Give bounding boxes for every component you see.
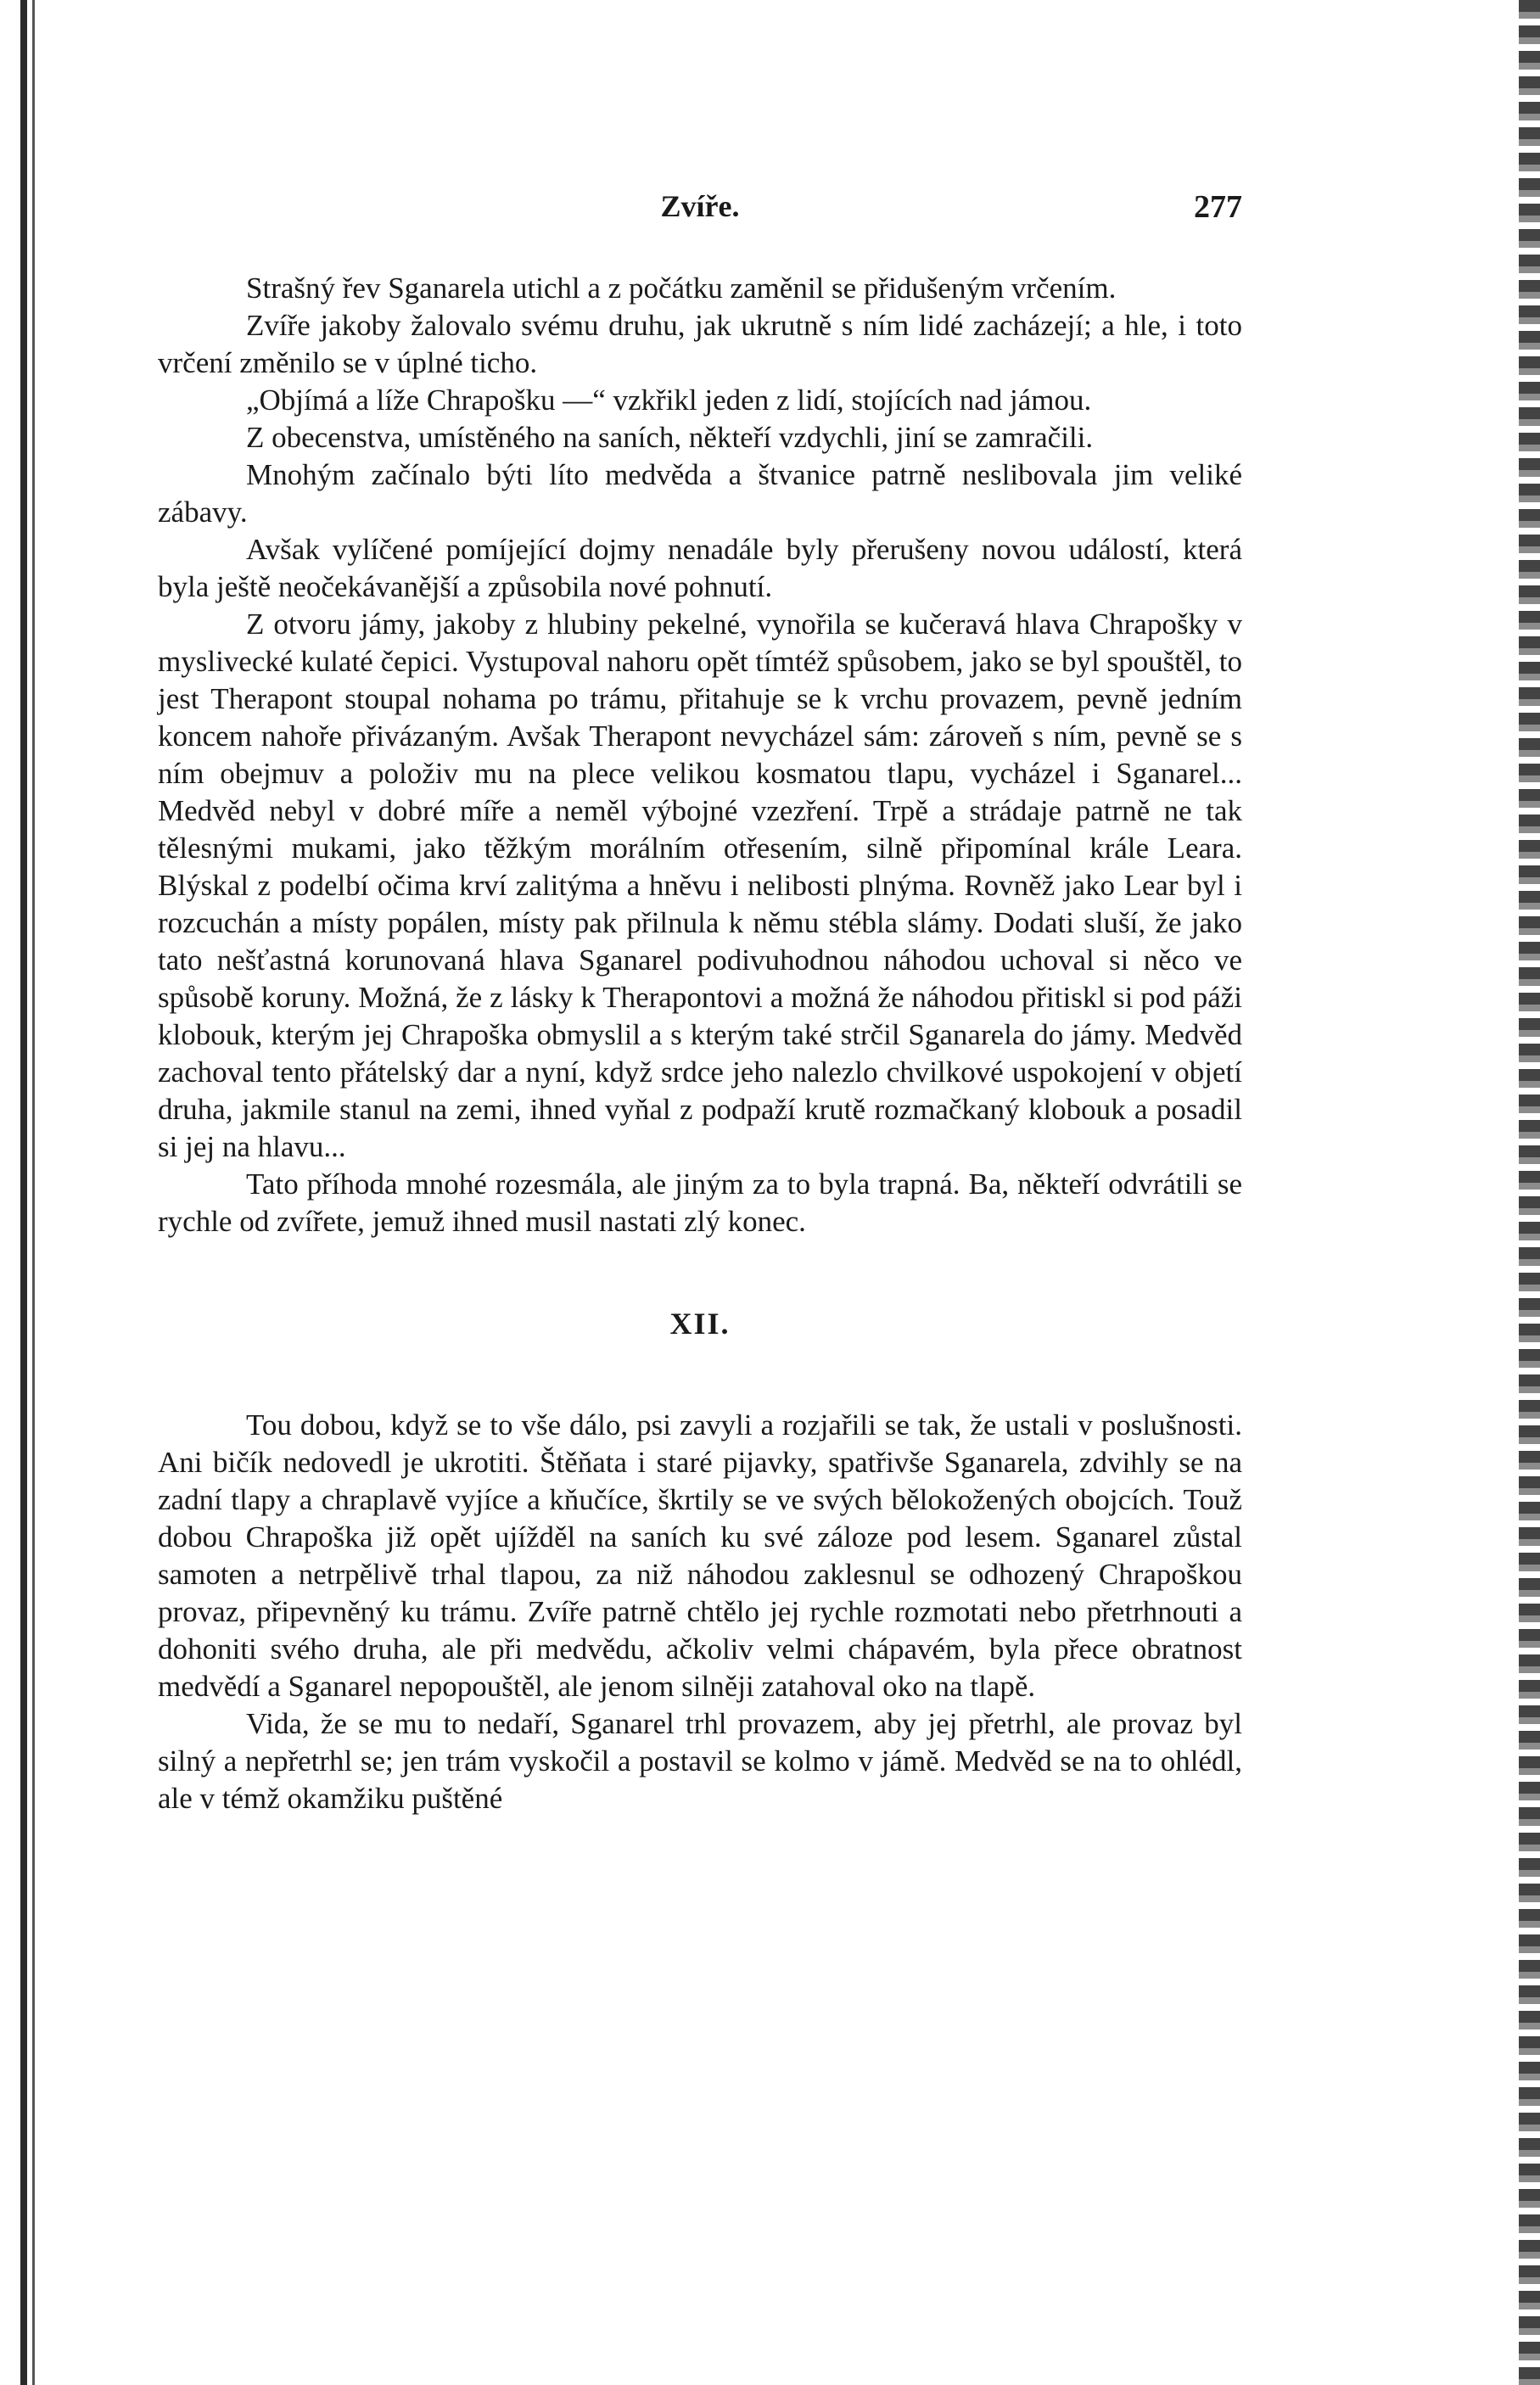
paragraph: Z otvoru jámy, jakoby z hlubiny pekelné, vynořila se kučeravá hlava Chrapošky v myslivecké kulaté čepici. Vystupoval nahoru opět tímtéž spůsobem, jako se byl spouštěl, to jest Therapont stoupal nohama po trámu, přitahuje se k vrchu provazem, pevně jedním koncem nahoře přivázaným. Avšak Therapont nevycházel sám: zároveň s ním, pevně se s ním obejmuv a položiv mu na plece velikou kosmatou tlapu, vycházel i Sganarel... Medvěd nebyl v dobré míře a neměl výbojné vzezření. Trpě a strádaje patrně ne tak tělesnými mukami, jako těžkým morálním otřesením, silně připomínal krále Leara. Blýskal z podelbí očima krví zalitýma a hněvu i nelibosti plnýma. Rovněž jako Lear byl i rozcuchán a místy popálen, místy pak přilnula k němu stébla slámy. Dodati sluší, že jako tato nešťastná korunovaná hlava Sganarel podivuhodnou náhodou uchoval si něco ve spůsobě koruny. Možná, že z lásky k Therapontovi a možná že náhodou přitiskl si pod páži klobouk, kterým jej Chrapoška obmyslil a s kterým také strčil Sganarela do jámy. Medvěd zachoval tento přátelský dar a nyní, když srdce jeho nalezlo chvilkové uspokojení v objetí druha, jakmile stanul na zemi, ihned vyňal z podpaží krutě rozmačkaný klobouk a posadil si jej na hlavu... [158, 607, 1242, 1163]
paragraph: Mnohým začínalo býti líto medvěda a štvanice patrně neslibovala jim veliké zábavy. [158, 458, 1242, 529]
page-edge-right [1519, 0, 1540, 2385]
page-header [158, 188, 1242, 231]
page-number: 277 [1194, 189, 1242, 225]
paragraph: Z obecenstva, umístěného na saních, někteří vzdychli, jiní se zamračili. [246, 421, 1094, 454]
page-body [158, 270, 1242, 1817]
running-title: Zvíře. [660, 189, 740, 223]
paragraph: Avšak vylíčené pomíjející dojmy nenadále byly přerušeny novou událostí, která byla ještě neočekávanější a způsobila nové pohnutí. [158, 533, 1242, 603]
paragraph: Tato příhoda mnohé rozesmála, ale jiným za to byla trapná. Ba, někteří odvrátili se rychle od zvířete, jemuž ihned musil nastati zlý konec. [158, 1167, 1242, 1238]
paragraph: Strašný řev Sganarela utichl a z počátku zaměnil se přidušeným vrčením. [246, 272, 1117, 305]
paragraph: Zvíře jakoby žalovalo svému druhu, jak ukrutně s ním lidé zacházejí; a hle, i toto vrčení změnilo se v úplné ticho. [158, 309, 1242, 379]
paragraph: Vida, že se mu to nedaří, Sganarel trhl provazem, aby jej přetrhl, ale provaz byl silný a nepřetrhl se; jen trám vyskočil a postavil se kolmo v jámě. Medvěd se na to ohlédl, ale v témž okamžiku puštěné [158, 1707, 1242, 1815]
paragraph: Tou dobou, když se to vše dálo, psi zavyli a rozjařili se tak, že ustali v poslušnosti. Ani bičík nedovedl je ukrotiti. Štěňata i staré pijavky, spatřivše Sganarela, zdvihly se na zadní tlapy a chraplavě vyjíce a kňučíce, škrtily se ve svých bělokožených obojcích. Touž dobou Chrapoška již opět ujížděl na saních ku své záloze pod lesem. Sganarel zůstal samoten a netrpělivě trhal tlapou, za niž náhodou zaklesnul se odhozený Chrapoškou provaz, připevněný ku trámu. Zvíře patrně chtělo jej rychle rozmotati nebo přetrhnouti a dohoniti svého druha, ale při medvědu, ačkoliv velmi chápavém, byla přece obratnost medvědí a Sganarel nepopouštěl, ale jenom silněji zatahoval oko na tlapě. [158, 1408, 1242, 1703]
paragraph: „Objímá a líže Chrapošku —“ vzkřikl jeden z lidí, stojících nad jámou. [246, 384, 1092, 417]
chapter-heading: XII. [669, 1307, 731, 1341]
book-spine-line [32, 0, 35, 2385]
book-spine-shadow [20, 0, 27, 2385]
